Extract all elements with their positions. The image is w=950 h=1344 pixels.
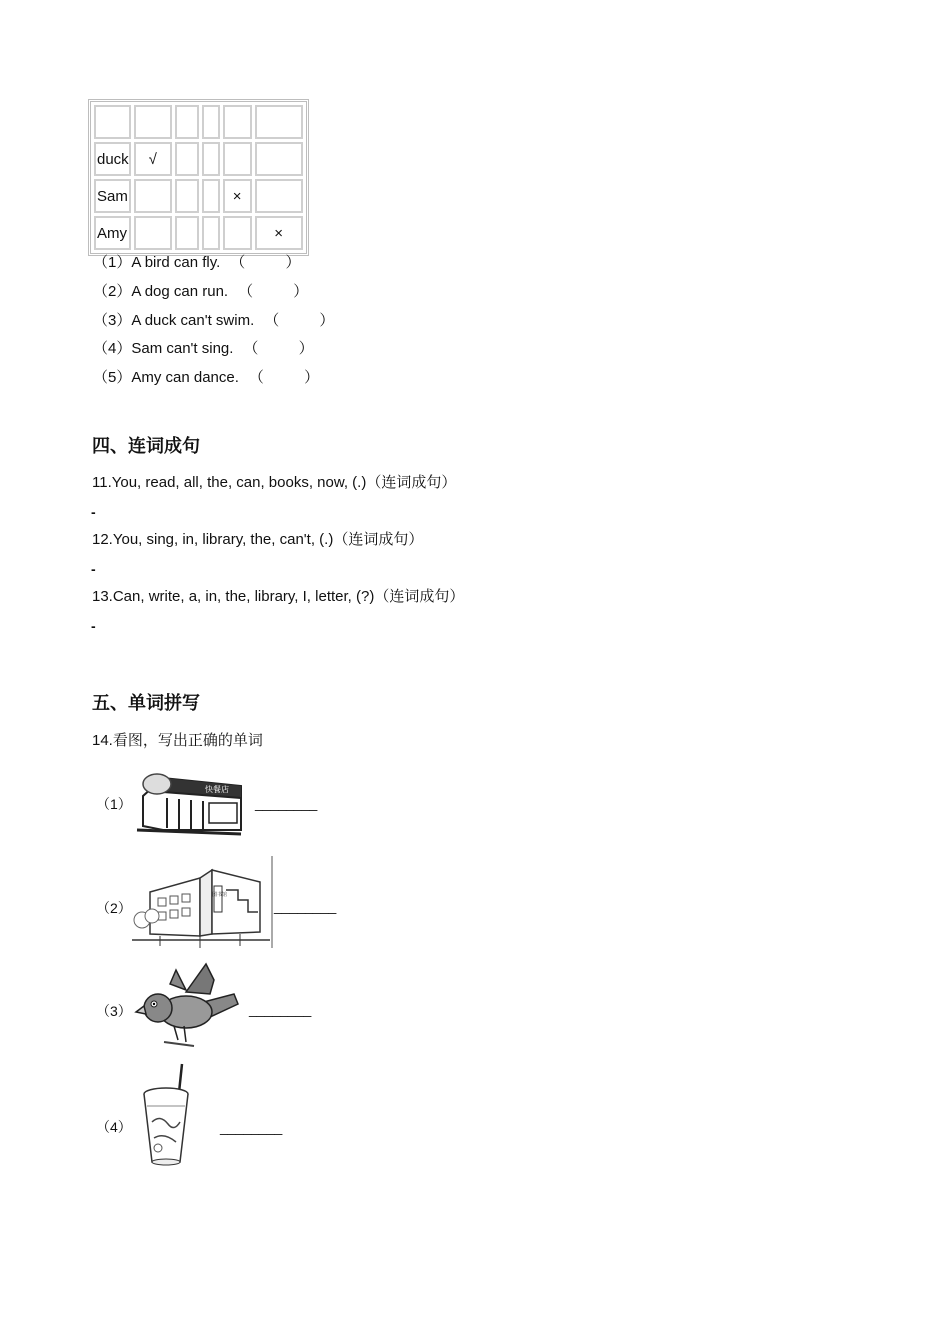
answer-blank[interactable]: ________: [249, 1001, 312, 1017]
table-cell: [223, 142, 252, 176]
item-text: A dog can run.: [131, 283, 229, 300]
table-cell: [202, 216, 220, 250]
item-label: （2）: [96, 900, 132, 916]
table-cell: [223, 216, 252, 250]
item-number: （4）: [93, 340, 132, 357]
answer-paren[interactable]: （ ）: [243, 340, 332, 357]
judge-item: [93, 309, 352, 330]
table-cell: [255, 105, 303, 139]
judge-item: [93, 280, 326, 301]
table-cell: ×: [223, 179, 252, 213]
answer-grid-table: [88, 99, 309, 256]
sign-text: 快餐店: [205, 785, 229, 794]
item-label: （3）: [96, 1003, 132, 1019]
table-cell: [255, 179, 303, 213]
building-icon: [130, 856, 274, 948]
table-cell: [202, 179, 220, 213]
answer-line[interactable]: -: [91, 504, 96, 520]
answer-paren[interactable]: （ ）: [264, 312, 353, 329]
bird-icon: [134, 960, 240, 1050]
table-row: [94, 216, 303, 250]
answer-blank[interactable]: ________: [220, 1119, 283, 1135]
table-cell: [94, 105, 131, 139]
answer-paren[interactable]: （ ）: [248, 369, 338, 386]
table-cell: duck: [94, 142, 131, 176]
answer-blank[interactable]: ________: [274, 898, 337, 914]
table-cell: [175, 179, 199, 213]
table-row: [94, 142, 303, 176]
item-number: （3）: [93, 312, 132, 329]
table-cell: [202, 105, 220, 139]
table-row: [94, 179, 303, 213]
juice-cup-icon: [138, 1062, 194, 1170]
section-title: 四、连词成句: [92, 436, 200, 457]
judge-item: [93, 337, 332, 358]
item-text: Amy can dance.: [131, 369, 239, 386]
answer-blank[interactable]: ________: [255, 795, 318, 811]
table-cell: ×: [255, 216, 303, 250]
judge-item: [93, 366, 337, 387]
table-cell: [223, 105, 252, 139]
table-cell: Sam: [94, 179, 131, 213]
answer-paren[interactable]: （ ）: [230, 254, 319, 271]
question-text: 13.Can, write, a, in, the, library, I, letter, (?)（连词成句）: [92, 588, 465, 605]
question-text: 11.You, read, all, the, can, books, now, (.)（连词成句）: [92, 474, 457, 491]
table-cell: √: [134, 142, 172, 176]
item-text: A bird can fly.: [131, 254, 221, 271]
table-cell: [175, 105, 199, 139]
item-text: A duck can't swim.: [131, 312, 255, 329]
sign-text: 图书馆: [212, 892, 228, 898]
table-cell: [175, 216, 199, 250]
table-cell: [134, 105, 172, 139]
answer-line[interactable]: -: [91, 561, 96, 577]
item-number: （5）: [93, 369, 132, 386]
table-cell: [255, 142, 303, 176]
section-title: 五、单词拼写: [92, 693, 200, 714]
item-number: （2）: [93, 283, 132, 300]
table-cell: [134, 179, 172, 213]
judge-item: [93, 251, 318, 272]
question-text: 12.You, sing, in, library, the, can't, (.)（连词成句）: [92, 531, 424, 548]
item-label: （1）: [96, 796, 132, 812]
answer-paren[interactable]: （ ）: [238, 283, 327, 300]
table-cell: [175, 142, 199, 176]
table-cell: [134, 216, 172, 250]
item-label: （4）: [96, 1119, 132, 1135]
restaurant-icon: [133, 768, 245, 838]
table-row: [94, 105, 303, 139]
item-number: （1）: [93, 254, 132, 271]
question-text: 14.看图，写出正确的单词: [92, 732, 263, 749]
table-cell: Amy: [94, 216, 131, 250]
item-text: Sam can't sing.: [131, 340, 234, 357]
table-cell: [202, 142, 220, 176]
answer-line[interactable]: -: [91, 618, 96, 634]
